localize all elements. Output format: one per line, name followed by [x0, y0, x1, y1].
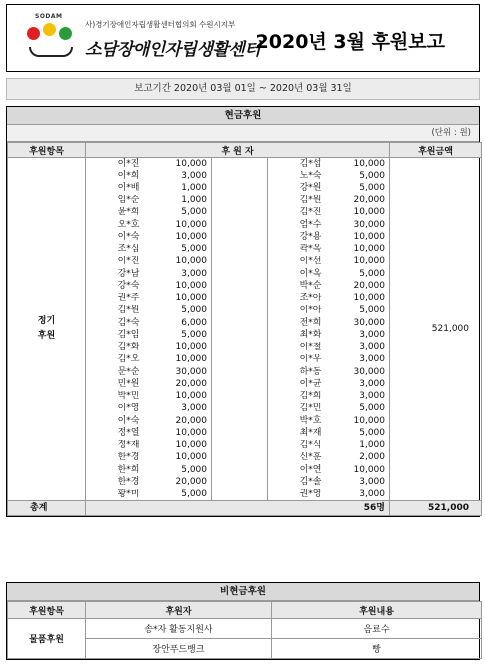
left-donor-name: 이*진: [86, 256, 142, 268]
cash-section-title: 현금후원: [7, 107, 479, 125]
inkind-header-row: [8, 602, 482, 619]
left-donor-name: 한*경: [86, 476, 142, 488]
right-donor-name: 이*철: [268, 342, 324, 354]
inkind-section-title: 비현금후원: [7, 583, 479, 601]
left-donor-amount: 5,000: [142, 489, 212, 501]
cash-donation-table: [7, 142, 482, 516]
left-donor-name: 이*진: [86, 158, 142, 171]
right-donor-amount: 10,000: [324, 464, 390, 476]
column-gap: [212, 293, 268, 305]
right-donor-amount: 10,000: [324, 158, 390, 171]
column-gap: [212, 170, 268, 182]
right-donor-amount: 1,000: [324, 440, 390, 452]
left-donor-name: 이*영: [86, 403, 142, 415]
right-donor-name: 이*연: [268, 464, 324, 476]
right-donor-amount: 10,000: [324, 207, 390, 219]
column-gap: [212, 158, 268, 171]
inkind-donor: 장안푸드뱅크: [86, 639, 272, 659]
right-donor-amount: 5,000: [324, 427, 390, 439]
left-donor-amount: 10,000: [142, 391, 212, 403]
page-title: 2020년 3월 후원보고: [255, 31, 445, 53]
cash-donation-section: [6, 106, 480, 517]
inkind-col-category: 후원항목: [8, 602, 86, 619]
left-donor-name: 문*순: [86, 366, 142, 378]
right-donor-amount: 3,000: [324, 391, 390, 403]
left-donor-name: 김*화: [86, 342, 142, 354]
cash-header-row: [8, 143, 482, 158]
right-donor-name: 최*재: [268, 427, 324, 439]
right-donor-name: 김*민: [268, 403, 324, 415]
right-donor-name: 이*균: [268, 378, 324, 390]
inkind-content: 음료수: [272, 619, 482, 639]
left-donor-amount: 20,000: [142, 415, 212, 427]
left-donor-name: 이*희: [86, 170, 142, 182]
column-gap: [212, 219, 268, 231]
left-donor-amount: 5,000: [142, 329, 212, 341]
left-donor-amount: 5,000: [142, 305, 212, 317]
column-gap: [212, 182, 268, 194]
right-donor-name: 박*순: [268, 280, 324, 292]
right-donor-amount: 5,000: [324, 182, 390, 194]
right-donor-amount: 3,000: [324, 489, 390, 501]
right-donor-name: 강*원: [268, 182, 324, 194]
left-donor-name: 강*숙: [86, 280, 142, 292]
column-gap: [212, 195, 268, 207]
left-donor-name: 정*열: [86, 427, 142, 439]
right-donor-amount: 3,000: [324, 329, 390, 341]
left-donor-name: 이*배: [86, 182, 142, 194]
green-dot-icon: [59, 27, 72, 40]
left-donor-amount: 10,000: [142, 231, 212, 243]
right-donor-name: 이*선: [268, 256, 324, 268]
right-donor-amount: 30,000: [324, 366, 390, 378]
cash-table-body: [8, 158, 482, 501]
column-gap: [212, 268, 268, 280]
column-gap: [212, 391, 268, 403]
col-header-category: 후원항목: [8, 143, 86, 158]
donor-row: [8, 158, 482, 171]
right-donor-name: 김*원: [268, 195, 324, 207]
logo-bowl-shape: [29, 47, 73, 57]
column-gap: [212, 207, 268, 219]
column-gap: [212, 427, 268, 439]
right-donor-name: 엄*수: [268, 219, 324, 231]
right-donor-amount: 10,000: [324, 256, 390, 268]
right-donor-name: 이*아: [268, 305, 324, 317]
column-gap: [212, 244, 268, 256]
right-donor-amount: 5,000: [324, 305, 390, 317]
sodam-logo-mark: [25, 13, 79, 59]
left-donor-amount: 5,000: [142, 207, 212, 219]
left-donor-name: 이*숙: [86, 231, 142, 243]
column-gap: [212, 354, 268, 366]
left-donor-name: 김*숙: [86, 317, 142, 329]
right-donor-name: 곽*옥: [268, 244, 324, 256]
right-donor-amount: 10,000: [324, 231, 390, 243]
right-donor-name: 권*영: [268, 489, 324, 501]
report-header: [6, 4, 480, 72]
inkind-donation-table: [7, 601, 482, 659]
column-gap: [212, 440, 268, 452]
left-donor-name: 윤*희: [86, 207, 142, 219]
left-donor-name: 황*미: [86, 489, 142, 501]
sum-label: 총계: [8, 501, 86, 516]
left-donor-amount: 10,000: [142, 256, 212, 268]
left-donor-name: 박*민: [86, 391, 142, 403]
unit-label: (단위 : 원): [7, 125, 479, 142]
left-donor-name: 조*심: [86, 244, 142, 256]
column-gap: [212, 415, 268, 427]
inkind-col-content: 후원내용: [272, 602, 482, 619]
right-donor-amount: 3,000: [324, 378, 390, 390]
left-donor-amount: 10,000: [142, 158, 212, 171]
left-donor-amount: 6,000: [142, 317, 212, 329]
column-gap: [212, 464, 268, 476]
org-logo: [25, 11, 261, 67]
right-donor-name: 김*섭: [268, 158, 324, 171]
column-gap: [212, 280, 268, 292]
right-donor-amount: 30,000: [324, 317, 390, 329]
logo-brand-text: SODAM: [35, 13, 63, 20]
inkind-category: 물품후원: [8, 619, 86, 659]
right-donor-amount: 2,000: [324, 452, 390, 464]
left-donor-amount: 30,000: [142, 366, 212, 378]
right-donor-name: 강*용: [268, 231, 324, 243]
col-header-donor: 후 원 자: [86, 143, 390, 158]
right-donor-amount: 30,000: [324, 219, 390, 231]
right-donor-amount: 5,000: [324, 268, 390, 280]
left-donor-name: 정*재: [86, 440, 142, 452]
org-affiliation: 사)경기장애인자립생활센터협의회 수원시지부: [85, 20, 236, 29]
left-donor-name: 김*원: [86, 305, 142, 317]
left-donor-name: 한*희: [86, 464, 142, 476]
inkind-col-donor: 후원자: [86, 602, 272, 619]
left-donor-name: 이*숙: [86, 415, 142, 427]
right-donor-name: 하*동: [268, 366, 324, 378]
left-donor-name: 오*호: [86, 219, 142, 231]
left-donor-name: 김*임: [86, 329, 142, 341]
left-donor-name: 민*원: [86, 378, 142, 390]
column-gap: [212, 305, 268, 317]
right-donor-amount: 3,000: [324, 476, 390, 488]
right-donor-name: 박*호: [268, 415, 324, 427]
sum-row: [8, 501, 482, 516]
donor-count: 56명: [86, 501, 390, 516]
column-gap: [212, 366, 268, 378]
right-donor-amount: 3,000: [324, 354, 390, 366]
yellow-dot-icon: [43, 23, 56, 36]
right-donor-amount: 20,000: [324, 280, 390, 292]
right-donor-amount: 5,000: [324, 403, 390, 415]
column-gap: [212, 317, 268, 329]
right-donor-amount: 10,000: [324, 415, 390, 427]
org-name: 소담장애인자립생활센터: [85, 40, 261, 60]
left-donor-name: 강*남: [86, 268, 142, 280]
donation-category: 정기 후원: [8, 158, 86, 501]
left-donor-amount: 10,000: [142, 440, 212, 452]
column-gap: [212, 329, 268, 341]
inkind-row: [8, 619, 482, 639]
left-donor-amount: 10,000: [142, 280, 212, 292]
left-donor-amount: 10,000: [142, 427, 212, 439]
right-donor-name: 이*옥: [268, 268, 324, 280]
left-donor-amount: 10,000: [142, 342, 212, 354]
left-donor-amount: 3,000: [142, 268, 212, 280]
inkind-content: 빵: [272, 639, 482, 659]
left-donor-amount: 10,000: [142, 354, 212, 366]
left-donor-amount: 3,000: [142, 403, 212, 415]
left-donor-amount: 5,000: [142, 464, 212, 476]
left-donor-name: 권*주: [86, 293, 142, 305]
left-donor-amount: 10,000: [142, 452, 212, 464]
column-gap: [212, 231, 268, 243]
left-donor-name: 한*경: [86, 452, 142, 464]
column-gap: [212, 342, 268, 354]
column-gap: [212, 256, 268, 268]
right-donor-name: 김*희: [268, 391, 324, 403]
right-donor-name: 김*식: [268, 440, 324, 452]
left-donor-amount: 10,000: [142, 219, 212, 231]
category-total-amount: 521,000: [390, 158, 482, 501]
left-donor-name: 김*오: [86, 354, 142, 366]
column-gap: [212, 452, 268, 464]
inkind-donor: 송*자 활동지원사: [86, 619, 272, 639]
right-donor-amount: 3,000: [324, 342, 390, 354]
right-donor-name: 김*진: [268, 207, 324, 219]
column-gap: [212, 476, 268, 488]
col-header-amount: 후원금액: [390, 143, 482, 158]
right-donor-amount: 20,000: [324, 195, 390, 207]
left-donor-amount: 1,000: [142, 195, 212, 207]
column-gap: [212, 378, 268, 390]
right-donor-amount: 5,000: [324, 170, 390, 182]
left-donor-amount: 1,000: [142, 182, 212, 194]
right-donor-name: 이*우: [268, 354, 324, 366]
right-donor-name: 김*솔: [268, 476, 324, 488]
left-donor-amount: 5,000: [142, 244, 212, 256]
right-donor-amount: 10,000: [324, 293, 390, 305]
right-donor-name: 노*숙: [268, 170, 324, 182]
left-donor-amount: 3,000: [142, 170, 212, 182]
right-donor-name: 조*아: [268, 293, 324, 305]
sum-total: 521,000: [390, 501, 482, 516]
right-donor-amount: 10,000: [324, 244, 390, 256]
left-donor-amount: 10,000: [142, 293, 212, 305]
inkind-donation-section: [6, 582, 480, 660]
left-donor-amount: 20,000: [142, 476, 212, 488]
column-gap: [212, 403, 268, 415]
right-donor-name: 전*희: [268, 317, 324, 329]
left-donor-name: 임*순: [86, 195, 142, 207]
right-donor-name: 최*화: [268, 329, 324, 341]
left-donor-amount: 20,000: [142, 378, 212, 390]
red-dot-icon: [27, 27, 40, 40]
report-period: 보고기간 2020년 03월 01일 ~ 2020년 03월 31일: [6, 78, 480, 100]
right-donor-name: 신*훈: [268, 452, 324, 464]
column-gap: [212, 489, 268, 501]
